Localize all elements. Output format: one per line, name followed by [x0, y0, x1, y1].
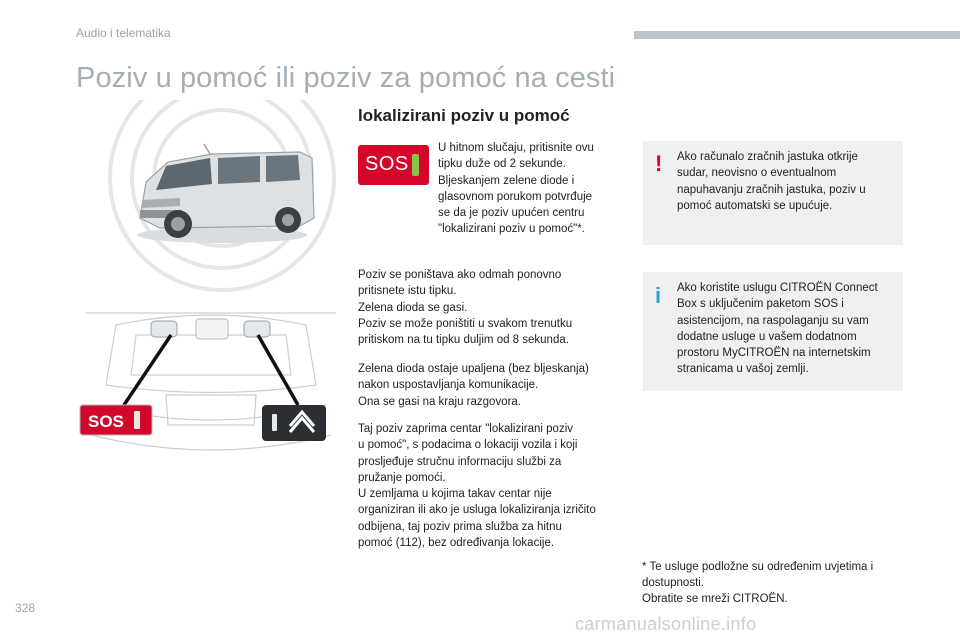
section-subtitle: lokalizirani poziv u pomoć	[358, 106, 570, 125]
warning-text: Ako računalo zračnih jastuka otkrije sudar, neovisno o eventualnom napuhavanju zračnih jastuka, poziv u pomoć automatski se upućuje.	[677, 151, 866, 212]
center-paragraph: Taj poziv zaprima centar "lokalizirani poziv u pomoć", s podacima o lokaciji vozila i koji prosljeđuje stručnu informaciju službi za pružanje pomoći. U zemljama u kojima takav centar nije organiziran ili ako je usluga lokaliziranja izričito odbijena, taj poziv prima služba za hitnu pomoć (112), bez određivanja lokacije.	[358, 423, 596, 550]
illustration-sos-label: SOS	[88, 412, 124, 431]
watermark: carmanualsonline.info	[575, 614, 757, 634]
footnote: * Te usluge podložne su određenim uvjetima i dostupnosti. Obratite se mreži CITROËN.	[642, 561, 874, 605]
warning-box	[643, 141, 903, 245]
sos-button[interactable]	[358, 145, 429, 185]
sos-instructions: U hitnom slučaju, pritisnite ovu tipku duže od 2 sekunde. Bljeskanjem zelene diode i glasovnom porukom potvrđuje se da je poziv upućen centru "lokalizirani poziv u pomoć"*.	[438, 142, 594, 236]
info-text: Ako koristite uslugu CITROËN Connect Box s uključenim paketom SOS i asistencijom, na raspolaganju su vam dodatne usluge u vašem dodatnom prostoru MyCITROËN na internetskim stranicama u vašoj zemlji.	[677, 282, 878, 376]
sos-led-indicator	[412, 154, 419, 176]
section-label: Audio i telematika	[76, 26, 171, 40]
sos-button-label: SOS	[365, 153, 409, 175]
header-accent-bar	[634, 31, 960, 39]
page-number: 328	[15, 601, 36, 615]
overhead-console-illustration	[76, 305, 346, 470]
led-status-paragraph: Zelena dioda ostaje upaljena (bez bljeskanja) nakon uspostavljanja komunikacije. Ona se gasi na kraju razgovora.	[358, 363, 589, 408]
info-icon: i	[655, 283, 662, 308]
exclamation-icon: !	[655, 151, 663, 176]
info-box	[643, 272, 903, 391]
cancel-paragraph: Poziv se poništava ako odmah ponovno pritisnete istu tipku. Zelena dioda se gasi. Poziv se može poništiti u svakom trenutku pritiskom na tu tipku duljim od 8 sekunda.	[358, 269, 573, 347]
page-title: Poziv u pomoć ili poziv za pomoć na cesti	[76, 62, 616, 94]
van-illustration	[100, 100, 345, 295]
